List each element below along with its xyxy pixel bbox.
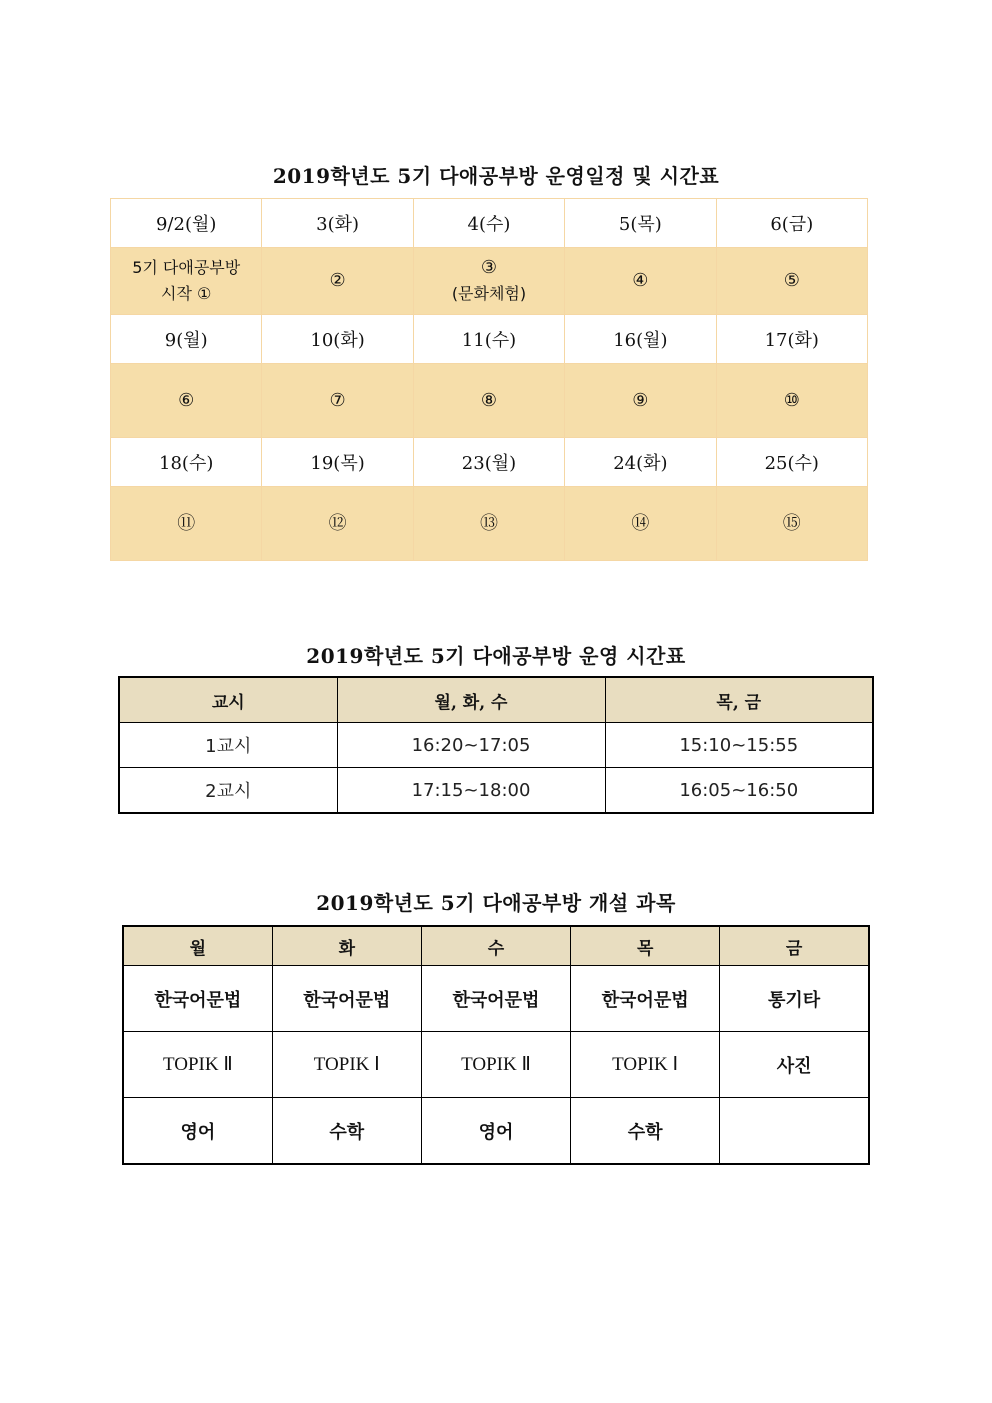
session-number: ④: [632, 270, 649, 291]
session-note: (문화체험): [451, 284, 527, 303]
schedule-table: [110, 198, 868, 561]
subject-cell: 한국어문법: [123, 966, 272, 1032]
schedule-date-cell: 10(화): [262, 315, 413, 364]
schedule-date-cell: 25(수): [716, 438, 867, 487]
schedule-date-cell: 9(월): [111, 315, 262, 364]
subjects-header-row: [123, 926, 869, 966]
schedule-date-cell: 11(수): [413, 315, 564, 364]
schedule-date-row: [111, 438, 868, 487]
schedule-date-cell: 6(금): [716, 199, 867, 248]
schedule-session-cell: [413, 248, 564, 315]
subject-cell: TOPIK Ⅰ: [272, 1032, 421, 1098]
period-cell: 2교시: [119, 768, 337, 814]
session-number: ⑪: [177, 512, 196, 534]
time-cell: 17:15~18:00: [337, 768, 605, 814]
time-cell: 16:20~17:05: [337, 723, 605, 768]
schedule-session-cell: [111, 248, 262, 315]
session-number: ⑥: [178, 389, 195, 411]
schedule-date-cell: 18(수): [111, 438, 262, 487]
day-header: 목: [571, 926, 720, 966]
session-number: ③: [480, 257, 498, 278]
timetable-table: [118, 676, 874, 814]
day-header: 화: [272, 926, 421, 966]
table-row: [123, 1098, 869, 1165]
day-header: 금: [720, 926, 869, 966]
subject-cell: 수학: [272, 1098, 421, 1165]
schedule-date-cell: 19(목): [262, 438, 413, 487]
schedule-date-cell: 4(수): [413, 199, 564, 248]
schedule-date-row: [111, 315, 868, 364]
schedule-session-cell: [716, 364, 867, 438]
schedule-session-row: [111, 487, 868, 561]
subject-cell: 한국어문법: [421, 966, 570, 1032]
timetable-header: 목, 금: [605, 677, 873, 723]
schedule-date-cell: 17(화): [716, 315, 867, 364]
schedule-session-cell: [262, 487, 413, 561]
schedule-session-cell: [413, 364, 564, 438]
table-row: [123, 1032, 869, 1098]
schedule-date-cell: 5(목): [565, 199, 716, 248]
timetable-header: 월, 화, 수: [337, 677, 605, 723]
schedule-title: 2019학년도 5기 다애공부방 운영일정 및 시간표: [272, 164, 720, 188]
subject-cell: [720, 1098, 869, 1165]
schedule-session-cell: [716, 487, 867, 561]
session-label: 5기 다애공부방: [132, 258, 241, 277]
subject-cell: 사진: [720, 1032, 869, 1098]
schedule-session-cell: [262, 364, 413, 438]
subject-cell: TOPIK Ⅰ: [571, 1032, 720, 1098]
subjects-table: [122, 925, 870, 1165]
session-number: ⑭: [631, 512, 650, 534]
schedule-session-cell: [716, 248, 867, 315]
schedule-session-row: [111, 248, 868, 315]
session-number: ②: [329, 270, 346, 291]
schedule-date-cell: 9/2(월): [111, 199, 262, 248]
subject-cell: 한국어문법: [272, 966, 421, 1032]
timetable-header: 교시: [119, 677, 337, 723]
session-number: ⑩: [783, 389, 800, 411]
timetable-header-row: [119, 677, 873, 723]
schedule-session-cell: [111, 364, 262, 438]
schedule-date-row: [111, 199, 868, 248]
subject-cell: TOPIK Ⅱ: [123, 1032, 272, 1098]
day-header: 월: [123, 926, 272, 966]
schedule-date-cell: 3(화): [262, 199, 413, 248]
session-number: ⑬: [479, 512, 498, 534]
period-cell: 1교시: [119, 723, 337, 768]
schedule-date-cell: 16(월): [565, 315, 716, 364]
table-row: [119, 768, 873, 814]
schedule-session-cell: [565, 248, 716, 315]
schedule-session-cell: [413, 487, 564, 561]
session-number: ⑧: [480, 389, 498, 411]
time-cell: 16:05~16:50: [605, 768, 873, 814]
time-cell: 15:10~15:55: [605, 723, 873, 768]
subject-cell: 영어: [421, 1098, 570, 1165]
session-number: ⑤: [783, 270, 800, 291]
subject-cell: 통기타: [720, 966, 869, 1032]
schedule-session-cell: [565, 487, 716, 561]
schedule-date-cell: 23(월): [413, 438, 564, 487]
session-label: 시작 ①: [161, 284, 212, 303]
subjects-title: 2019학년도 5기 다애공부방 개설 과목: [316, 891, 676, 915]
subject-cell: 수학: [571, 1098, 720, 1165]
schedule-session-row: [111, 364, 868, 438]
schedule-session-cell: [262, 248, 413, 315]
timetable-title: 2019학년도 5기 다애공부방 운영 시간표: [306, 644, 686, 668]
table-row: [123, 966, 869, 1032]
schedule-date-cell: 24(화): [565, 438, 716, 487]
subject-cell: TOPIK Ⅱ: [421, 1032, 570, 1098]
session-number: ⑮: [782, 512, 801, 534]
session-number: ⑦: [329, 389, 346, 411]
subject-cell: 한국어문법: [571, 966, 720, 1032]
subject-cell: 영어: [123, 1098, 272, 1165]
session-number: ⑨: [632, 389, 649, 411]
schedule-session-cell: [111, 487, 262, 561]
table-row: [119, 723, 873, 768]
schedule-session-cell: [565, 364, 716, 438]
day-header: 수: [421, 926, 570, 966]
session-number: ⑫: [328, 512, 347, 534]
